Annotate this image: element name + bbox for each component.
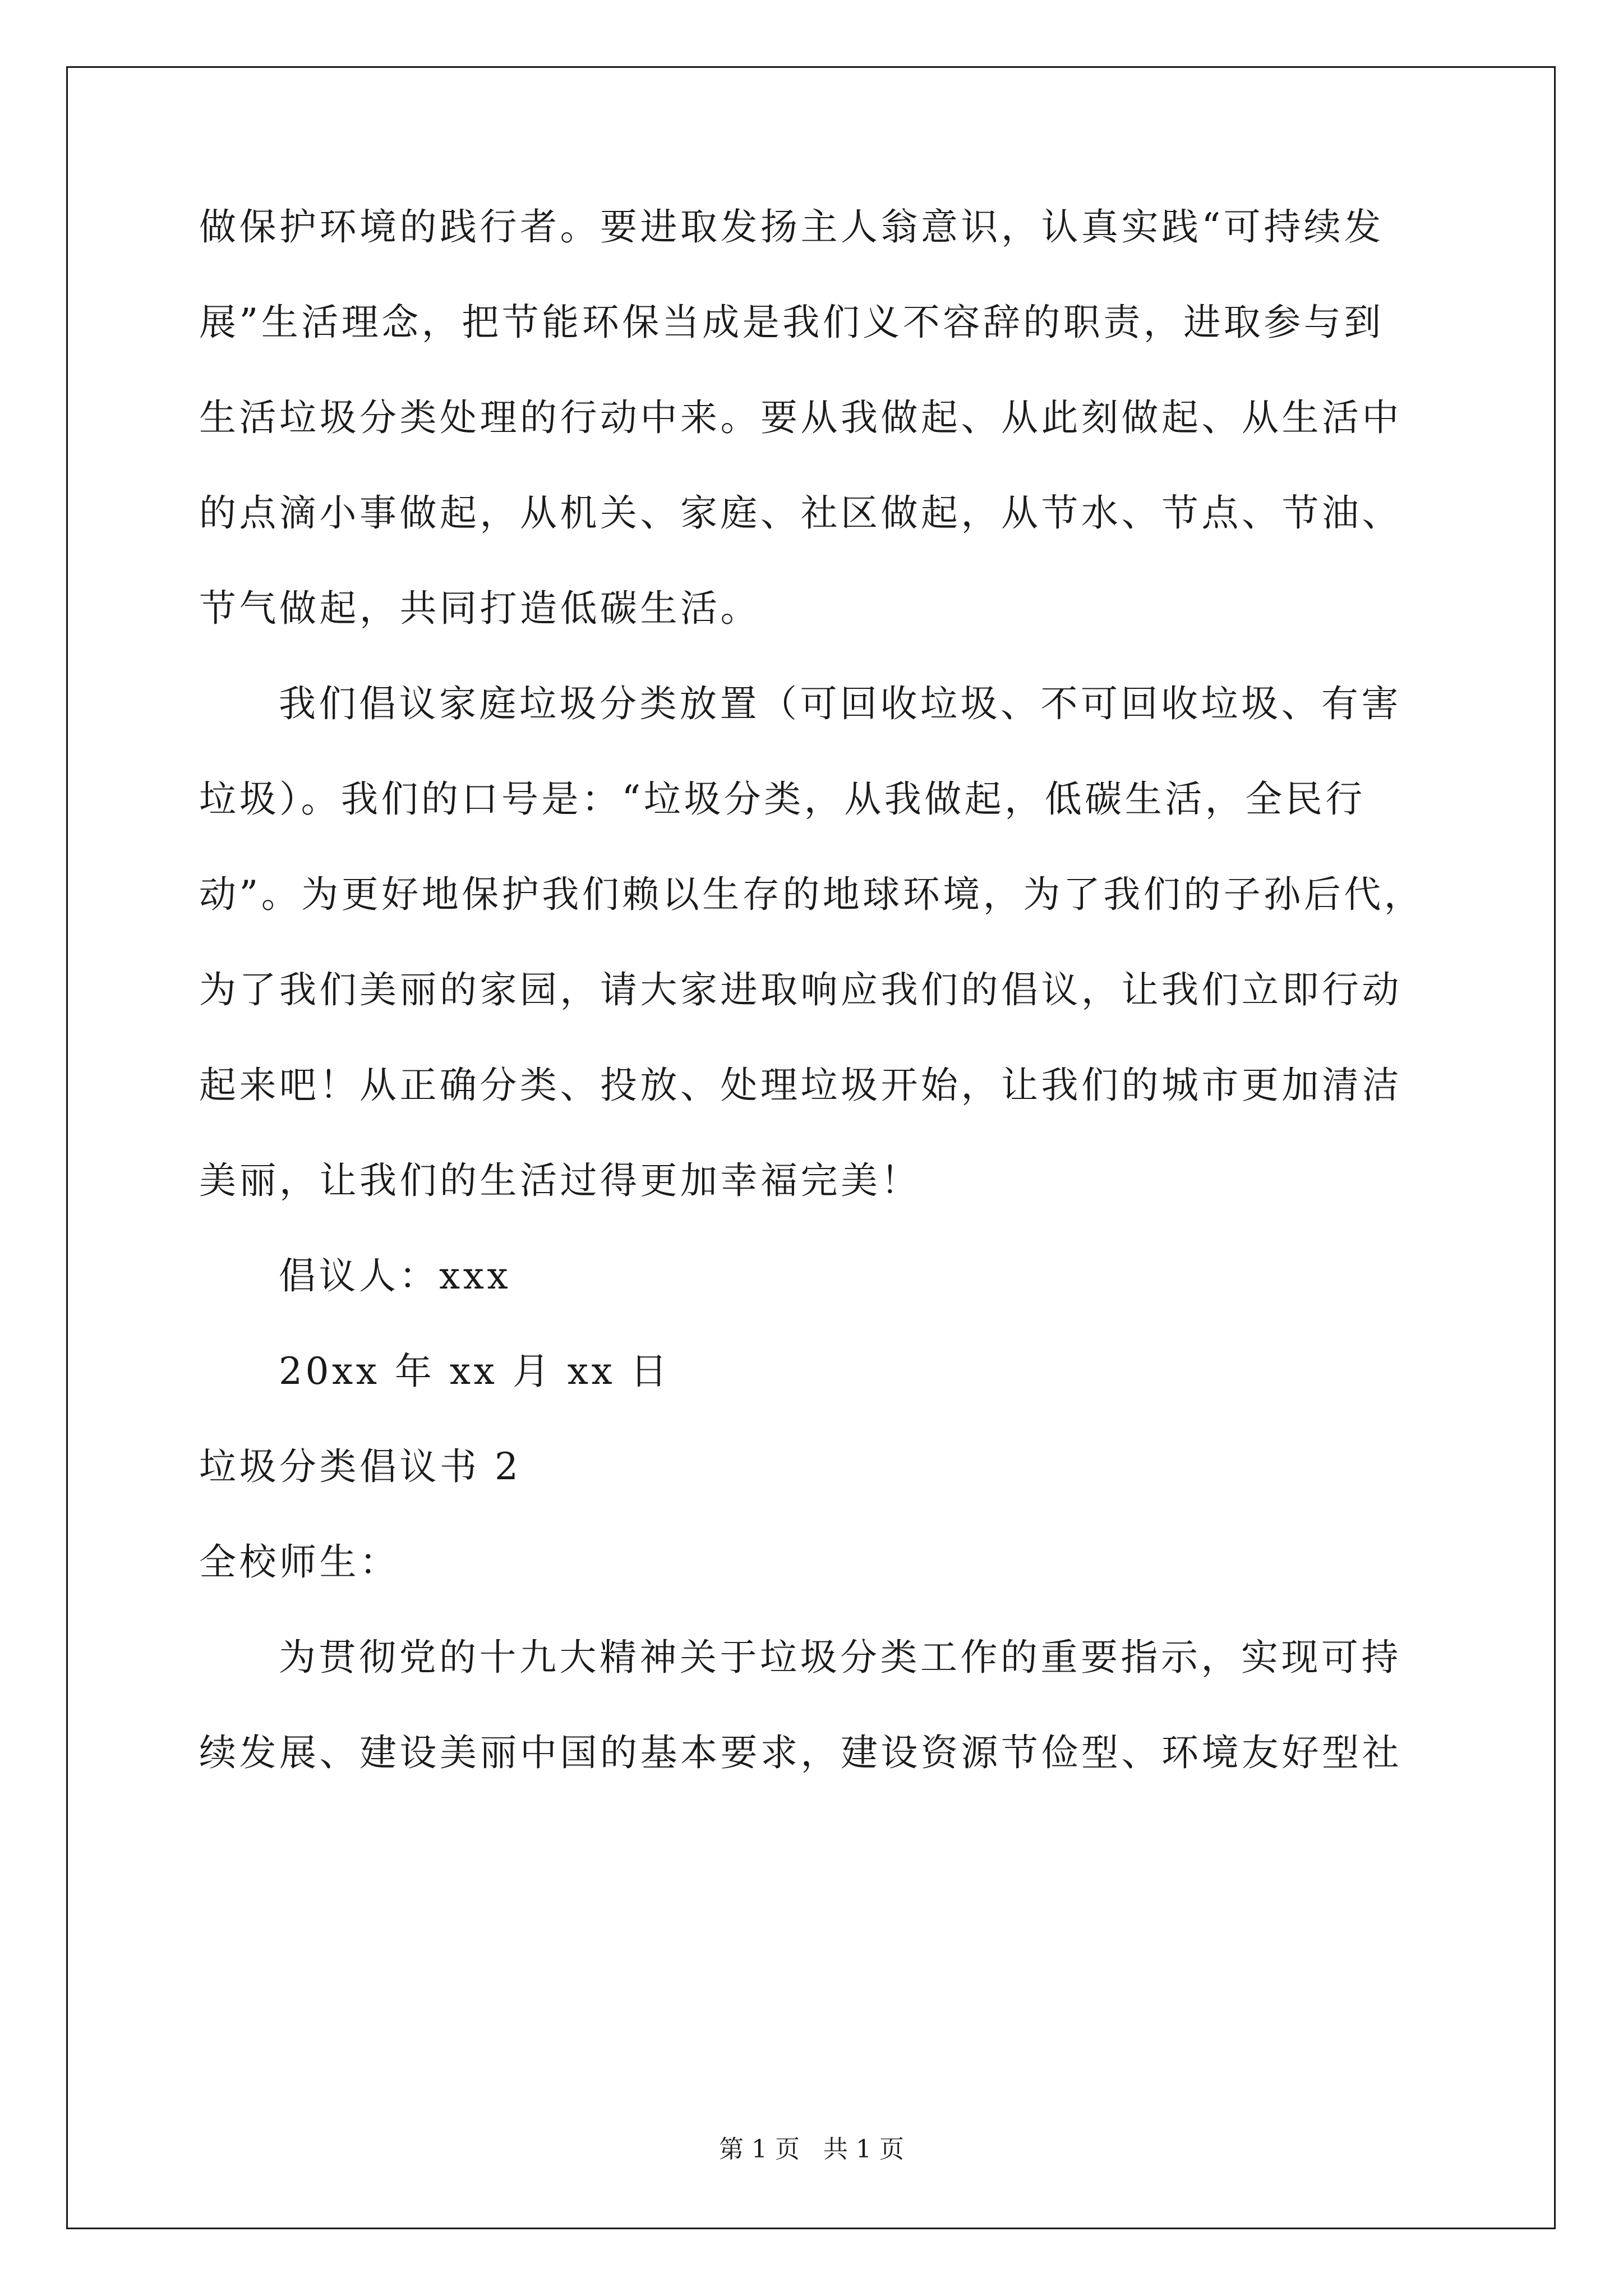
paragraph-line: 为了我们美丽的家园，请大家进取响应我们的倡议，让我们立即行动 [199, 968, 1402, 1011]
salutation: 全校师生： [199, 1540, 400, 1584]
paragraph-line: 起来吧！从正确分类、投放、处理垃圾开始，让我们的城市更加清洁 [199, 1064, 1402, 1107]
section-title: 垃圾分类倡议书 2 [199, 1445, 522, 1488]
paragraph-line: 的点滴小事做起，从机关、家庭、社区做起，从节水、节点、节油、 [199, 491, 1402, 535]
date-line: 20xx 年 xx 月 xx 日 [279, 1350, 671, 1393]
paragraph-line: 为贯彻党的十九大精神关于垃圾分类工作的重要指示，实现可持 [279, 1636, 1401, 1679]
paragraph-line: 展”生活理念，把节能环保当成是我们义不容辞的职责，进取参与到 [199, 301, 1384, 344]
paragraph-line: 垃圾）。我们的口号是：“垃圾分类，从我做起，低碳生活，全民行 [199, 777, 1366, 821]
page-number-footer: 第 1 页 共 1 页 [719, 2135, 904, 2164]
paragraph-line: 动”。为更好地保护我们赖以生存的地球环境，为了我们的子孙后代， [199, 873, 1424, 916]
paragraph-line: 节气做起，共同打造低碳生活。 [199, 587, 760, 630]
paragraph-line: 美丽，让我们的生活过得更加幸福完美！ [199, 1159, 921, 1202]
page-border [66, 66, 1556, 2229]
signatory-line: 倡议人：xxx [279, 1254, 511, 1297]
paragraph-line: 续发展、建设美丽中国的基本要求，建设资源节俭型、环境友好型社 [199, 1731, 1402, 1774]
paragraph-line: 我们倡议家庭垃圾分类放置（可回收垃圾、不可回收垃圾、有害 [279, 682, 1401, 725]
paragraph-line: 生活垃圾分类处理的行动中来。要从我做起、从此刻做起、从生活中 [199, 396, 1402, 439]
paragraph-line: 做保护环境的践行者。要进取发扬主人翁意识，认真实践“可持续发 [199, 205, 1384, 249]
